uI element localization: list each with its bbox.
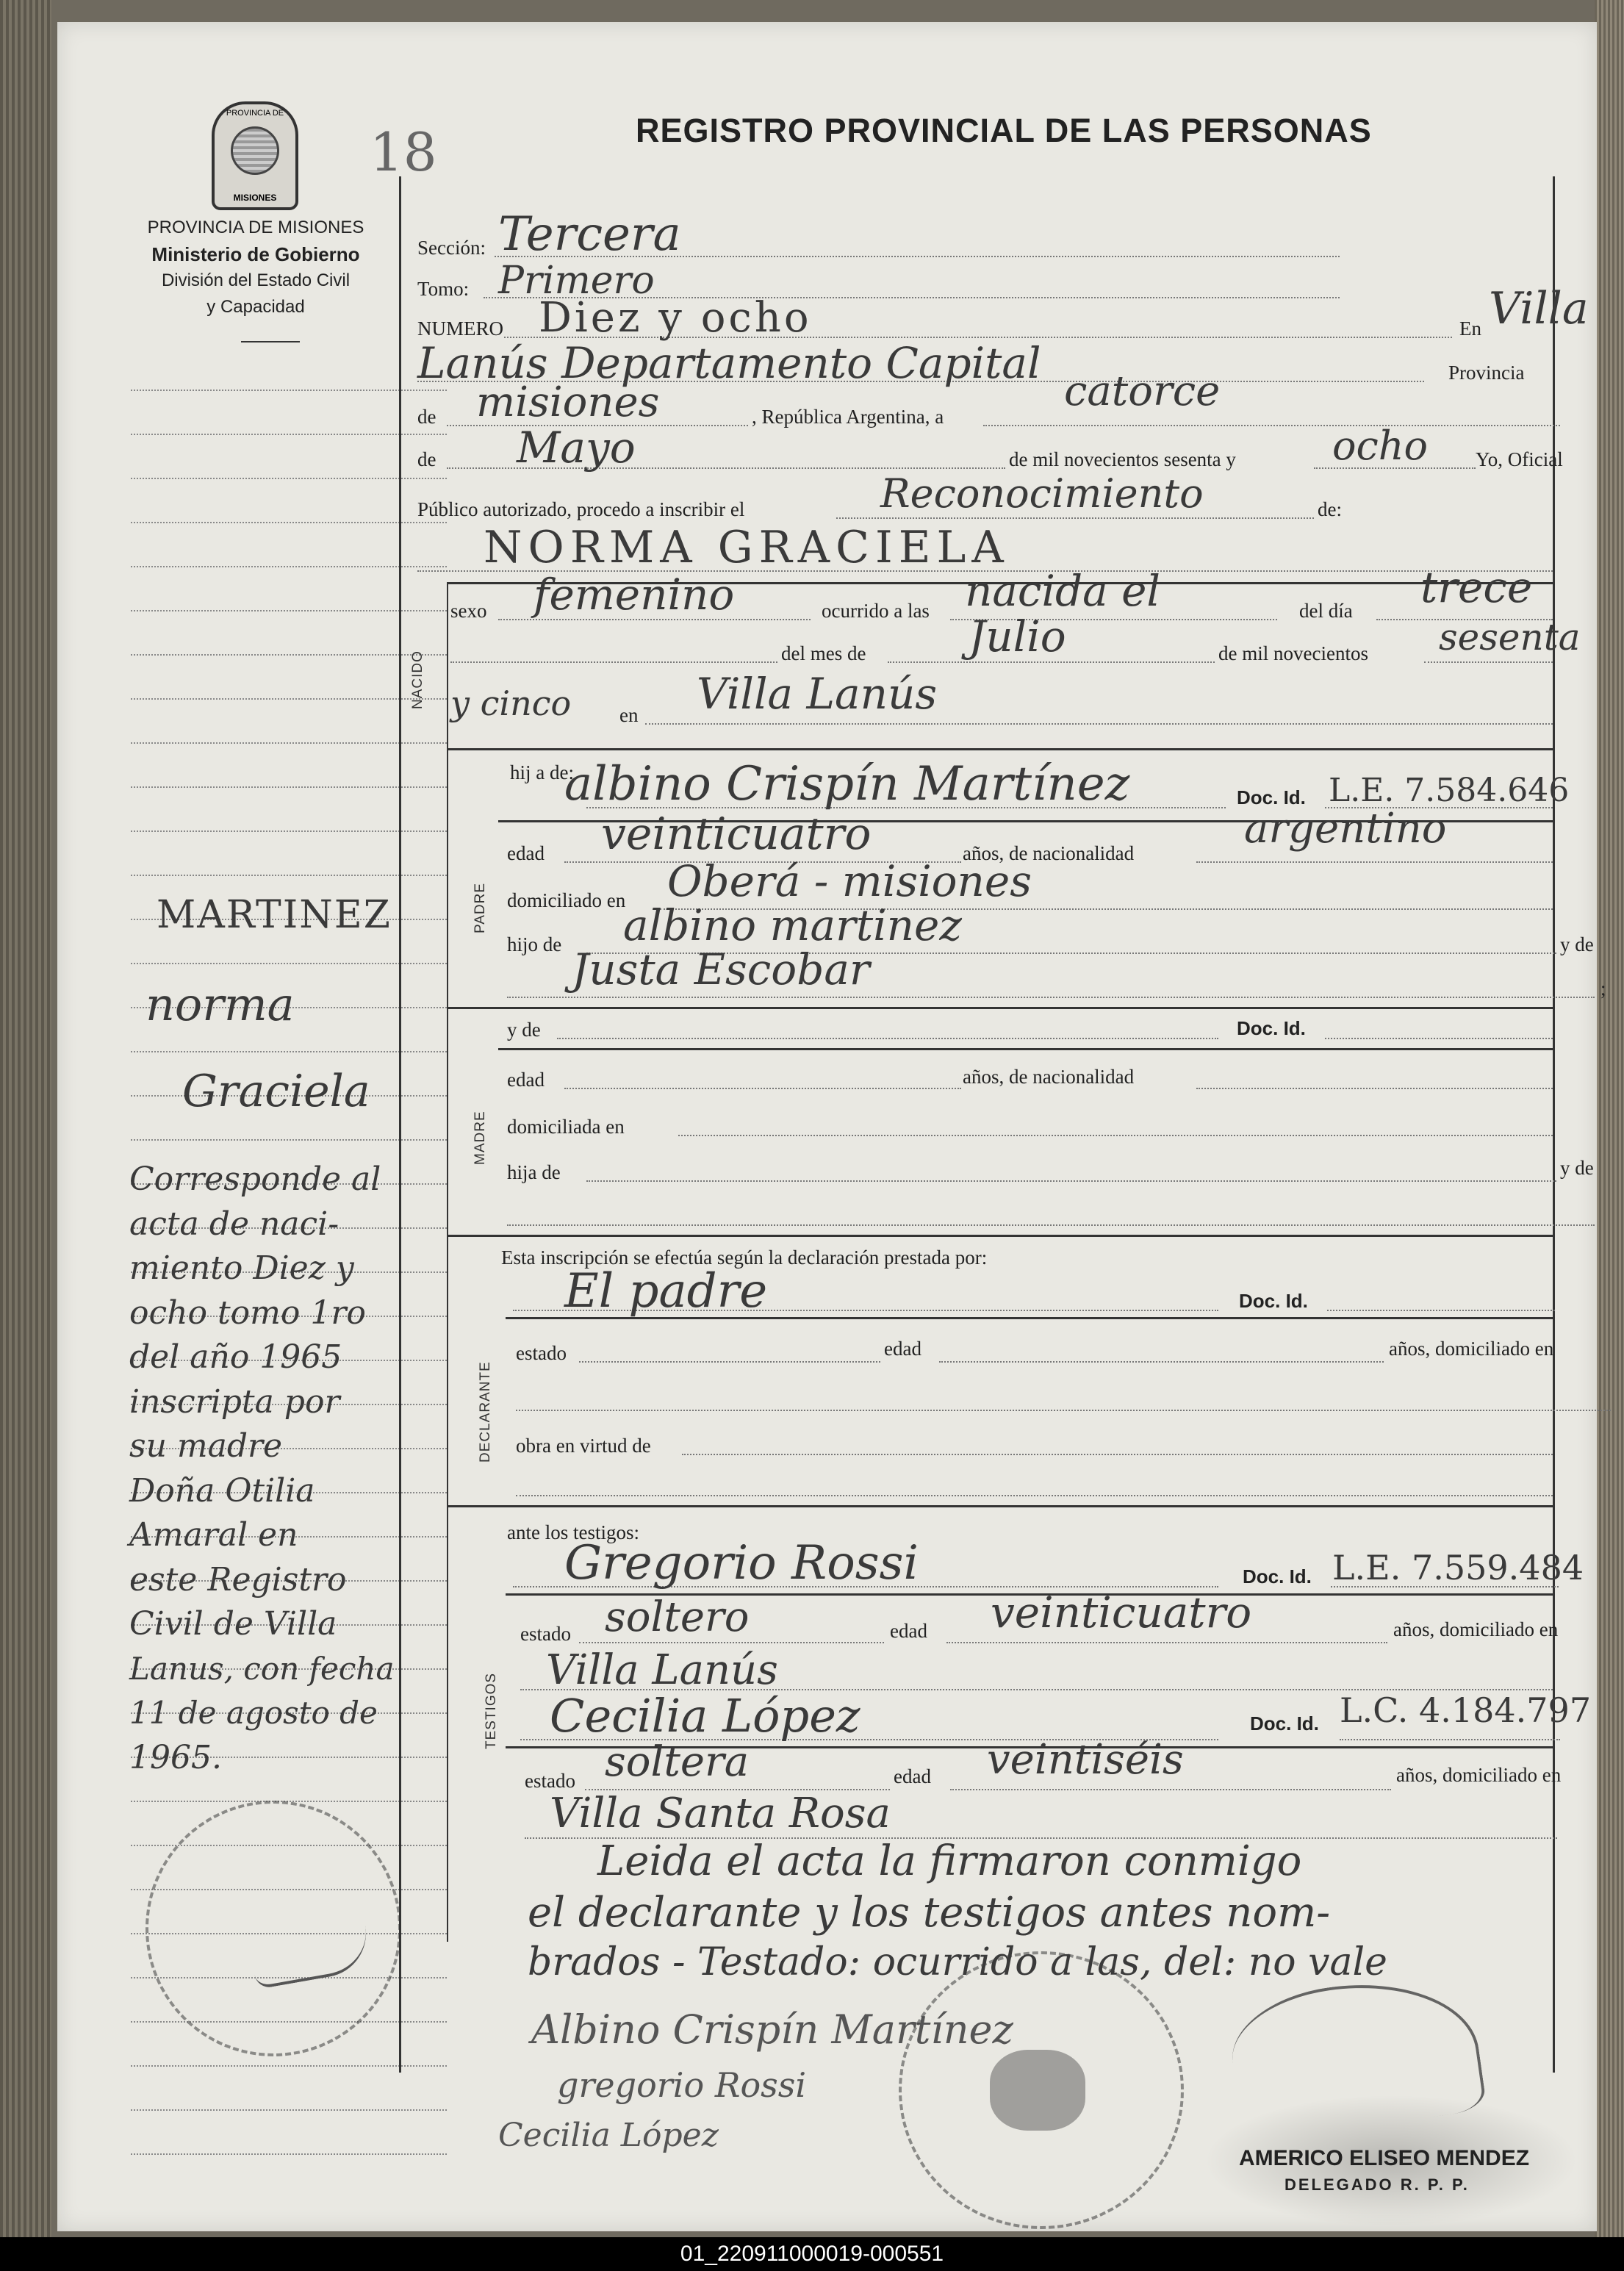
annotation-line: del año 1965 [129,1338,342,1376]
label-tomo: Tomo: [417,278,470,300]
value-testigo2: Cecilia López [550,1689,860,1743]
label-republica: , República Argentina, a [752,406,944,428]
value-anio: ocho [1332,423,1429,469]
label-hijo-a-de: hij a de: [510,761,574,783]
value-numero: Diez y ocho [539,294,812,342]
closing-line: el declarante y los testigos antes nom- [528,1889,1331,1937]
section-madre-top [447,1007,1553,1009]
tab-testigos: TESTIGOS [484,1672,499,1749]
label-testigo1-doc: Doc. Id. [1243,1565,1312,1587]
value-testigo1: Gregorio Rossi [564,1536,919,1590]
book-spine [0,0,51,2237]
label-madre-doc: Doc. Id. [1237,1017,1306,1039]
value-padre-edad: veinticuatro [601,808,872,860]
value-seccion: Tercera [498,207,681,262]
label-numero: NUMERO [417,317,504,340]
province-seal [212,101,298,210]
label-padre-edad: edad [507,842,545,864]
label-testigo1-estado: estado [520,1623,571,1645]
value-anio-nac-1: sesenta [1439,616,1581,659]
label-madre-y-de: y de [507,1019,541,1041]
signature-testigo1: gregorio Rossi [557,2065,807,2105]
value-dia-nac: trece [1420,562,1533,612]
value-testigo2-dom: Villa Santa Rosa [550,1790,891,1837]
file-id-footer: 01_220911000019-000551 [0,2237,1624,2271]
org-underline [241,341,300,342]
registry-stamp [899,1951,1184,2229]
label-testigo2-doc: Doc. Id. [1250,1712,1319,1734]
label-declarante-edad: edad [884,1338,921,1360]
label-en-lower: en [619,704,639,726]
label-sexo: sexo [450,600,487,622]
annotation-line: miento Diez y [129,1249,354,1287]
label-padre-hijo-de: hijo de [507,933,562,955]
label-testigo1-anos-dom: años, domiciliado en [1393,1618,1559,1640]
seal-text-bottom: MISIONES [233,193,277,203]
value-testigo1-dom: Villa Lanús [546,1646,778,1694]
org-line-province: PROVINCIA DE MISIONES [147,218,364,237]
annotation-line: acta de naci- [129,1205,339,1243]
label-yo-oficial: Yo, Oficial [1476,448,1563,470]
value-testigo1-estado: soltero [605,1593,750,1641]
label-testigo2-estado: estado [525,1770,575,1792]
closing-line: Leida el acta la firmaron conmigo [597,1837,1302,1885]
org-line-division: División del Estado Civil [161,270,351,290]
official-stamp [1204,2095,1578,2227]
label-de-mil-sesenta: de mil novecientos sesenta y [1009,448,1236,470]
label-madre-domiciliada: domiciliada en [507,1116,625,1138]
page-title: REGISTRO PROVINCIAL DE LAS PERSONAS [636,112,1372,149]
value-testigo2-edad: veintiséis [987,1736,1184,1784]
seal-text-top: PROVINCIA DE [226,109,284,118]
value-testigo1-edad: veinticuatro [991,1587,1252,1637]
label-en: En [1459,317,1481,340]
annotation-line: Civil de Villa [129,1605,337,1643]
annotation-line: 11 de agosto de [129,1695,378,1731]
value-padre-nombre: albino Crispín Martínez [564,757,1130,811]
org-line-ministry: Ministerio de Gobierno [151,243,360,265]
register-page [57,22,1606,2231]
value-tomo: Primero [498,259,655,303]
label-de-2: de [417,448,436,470]
annotation-line: Lanus, con fecha [129,1650,395,1687]
label-declarante-doc: Doc. Id. [1239,1290,1308,1312]
label-testigo2-anos-dom: años, domiciliado en [1396,1764,1562,1786]
org-heading [123,215,388,320]
value-padre-doc: L.E. 7.584.646 [1329,772,1570,809]
margin-surname: MARTINEZ [157,893,392,937]
value-testigo2-doc: L.C. 4.184.797 [1340,1690,1592,1730]
label-testigo2-edad: edad [894,1765,931,1787]
value-dia: catorce [1064,367,1221,415]
stamp-emblem [990,2050,1085,2131]
label-declarante-estado: estado [516,1342,567,1364]
official-role: DELEGADO R. P. P. [1285,2175,1470,2194]
tab-declarante: DECLARANTE [478,1361,493,1463]
org-line-capacity: y Capacidad [206,297,305,317]
value-provincia: misiones [476,378,660,426]
value-padre-y-de: Justa Escobar [572,944,870,994]
label-del-mes: del mes de [781,642,866,664]
form-left-rule [399,176,401,2073]
label-declarante-anos-dom: años, domiciliado en [1389,1338,1554,1360]
margin-annotation [129,1158,453,1780]
annotation-line: Corresponde al [129,1160,381,1198]
signature-testigo2: Cecilia López [498,2117,719,2154]
label-del-dia: del día [1299,600,1353,622]
value-testigo2-estado: soltera [605,1738,750,1786]
value-mes: Mayo [517,423,636,473]
value-acto: Reconocimiento [880,470,1204,517]
value-sexo: femenino [533,570,735,620]
label-ocurrido: ocurrido a las [822,600,930,622]
signature-declarante: Albino Crispín Martínez [531,2006,1013,2053]
value-padre-hijo-de: albino martinez [623,900,962,950]
value-lugar-nac: Villa Lanús [697,669,938,719]
label-declaracion: Esta inscripción se efectúa según la declaración prestada por: [501,1246,988,1269]
margin-given-name-2: Graciela [182,1066,370,1117]
label-seccion: Sección: [417,237,486,259]
label-madre-edad: edad [507,1069,545,1091]
label-padre-anos-nac: años, de nacionalidad [963,842,1135,864]
annotation-line: Doña Otilia [129,1471,315,1510]
value-lugar: Lanús Departamento Capital [417,338,1041,388]
closing-line: brados - Testado: ocurrido a las, del: no vale [528,1940,1387,1984]
tab-madre: MADRE [473,1111,488,1165]
value-en: Villa [1489,283,1589,334]
tab-padre: PADRE [473,882,488,933]
label-padre-domiciliado: domiciliado en [507,889,626,911]
margin-given-name-1: norma [145,977,295,1031]
label-de-colon: de: [1318,498,1342,520]
label-de-1: de [417,406,436,428]
label-semicolon: ; [1600,977,1606,1000]
annotation-line: Amaral en [129,1516,298,1554]
label-testigo1-edad: edad [890,1620,927,1642]
section-padre-top [447,748,1553,750]
annotation-line: inscripta por [129,1382,340,1421]
section-nacido-rule [447,582,448,1942]
annotation-line: este Registro [129,1560,347,1599]
value-anio-nac-2: y cinco [450,684,572,723]
label-padre-y-de: y de [1560,933,1594,955]
label-ante-testigos: ante los testigos: [507,1521,639,1543]
label-obra: obra en virtud de [516,1435,651,1457]
label-madre-anos-nac: años, de nacionalidad [963,1066,1135,1088]
label-provincia: Provincia [1448,362,1525,384]
page-number: 18 [370,121,437,183]
label-de-mil: de mil novecientos [1218,642,1368,664]
value-padre-dom: Oberá - misiones [667,856,1032,906]
value-nombre: NORMA GRACIELA [484,522,1010,573]
value-padre-nac: argentino [1244,805,1447,853]
book-page-edges [1595,0,1624,2237]
label-padre-doc: Doc. Id. [1237,786,1306,808]
value-ocurrido: nacida el [965,566,1160,616]
annotation-line: 1965. [129,1738,222,1776]
value-testigo1-doc: L.E. 7.559.484 [1332,1548,1584,1587]
seal-emblem [231,126,279,175]
label-madre-y-de-2: y de [1560,1157,1594,1179]
label-publico: Público autorizado, procedo a inscribir el [417,498,745,520]
annotation-line: su madre [129,1427,283,1465]
label-madre-hija-de: hija de [507,1161,561,1183]
value-mes-nac: Julio [969,611,1066,661]
tab-nacido: NACIDO [410,650,425,709]
value-declarante: El padre [564,1264,768,1319]
annotation-line: ocho tomo 1ro [129,1294,366,1332]
official-name: AMERICO ELISEO MENDEZ [1239,2146,1530,2170]
